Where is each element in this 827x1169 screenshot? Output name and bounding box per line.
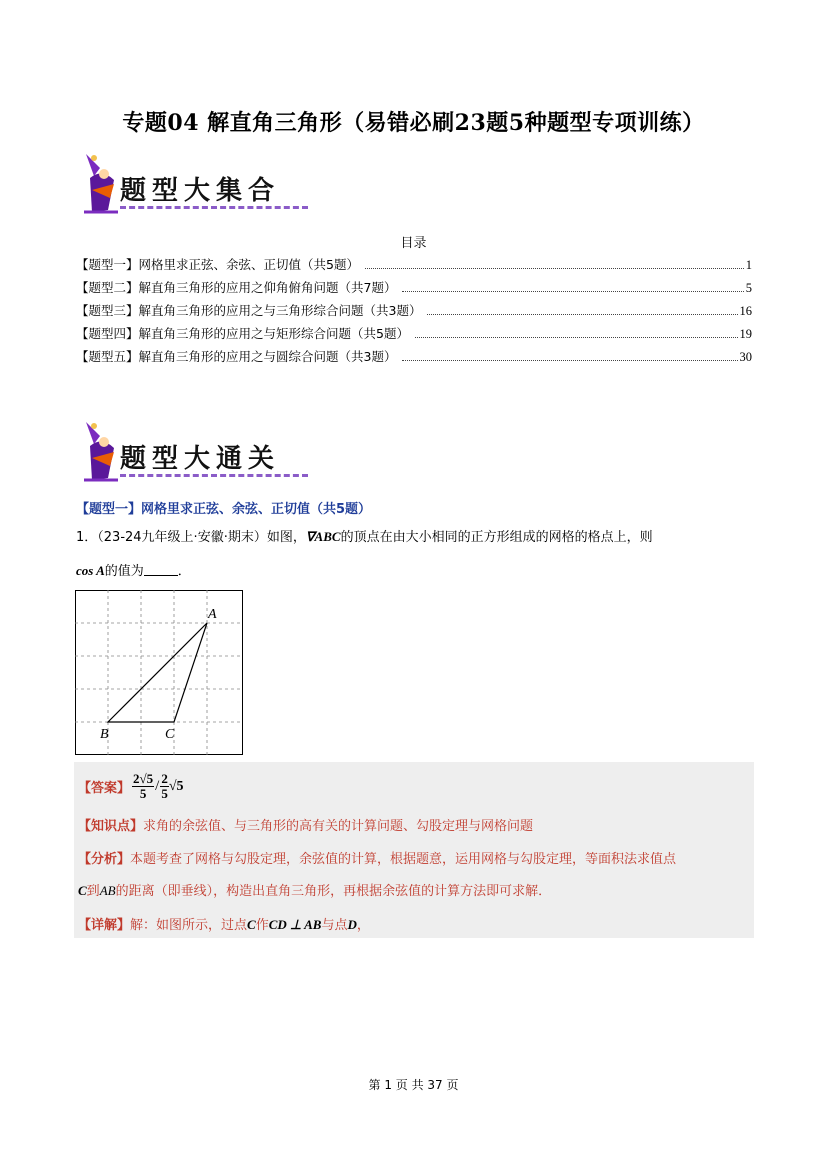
toc-item[interactable] bbox=[76, 276, 752, 296]
section-banner-collection bbox=[80, 150, 310, 220]
question-text: 1．（23-24九年级上·安徽·期末）如图，∇ABC的顶点在由大小相同的正方形组成的网格的格点上，则 bbox=[76, 529, 653, 545]
grid-figure bbox=[75, 590, 243, 755]
vertex-label-a: A bbox=[208, 607, 217, 622]
section-banner-practice bbox=[80, 418, 310, 488]
vertex-label-c: C bbox=[165, 727, 175, 742]
toc-item-page: 16 bbox=[739, 304, 752, 318]
toc-item-label: 【题型三】解直角三角形的应用之与三角形综合问题（共3题） bbox=[76, 303, 422, 318]
knowledge-line: 【知识点】求角的余弦值、与三角形的高有关的计算问题、勾股定理与网格问题 bbox=[78, 819, 534, 834]
vertex-label-b: B bbox=[100, 727, 109, 742]
toc-item-label: 【题型二】解直角三角形的应用之仰角俯角问题（共7题） bbox=[76, 280, 397, 295]
toc-leader-dots bbox=[365, 268, 744, 269]
toc-leader-dots bbox=[402, 291, 743, 292]
question-text-continued: cos A的值为 ． bbox=[76, 563, 191, 579]
toc-leader-dots bbox=[402, 360, 737, 361]
toc-leader-dots bbox=[427, 314, 737, 315]
toc-item-page: 19 bbox=[739, 327, 752, 341]
toc-item[interactable] bbox=[76, 299, 752, 319]
answer-line: 【答案】 2√5 5 / 2 5 √5 bbox=[78, 771, 184, 801]
toc-item[interactable] bbox=[76, 322, 752, 342]
toc-leader-dots bbox=[415, 337, 738, 338]
section-label: 【题型一】网格里求正弦、余弦、正切值（共5题） bbox=[76, 502, 372, 517]
wizard-icon bbox=[80, 150, 122, 216]
toc-item-page: 30 bbox=[739, 350, 752, 364]
banner-underline bbox=[120, 206, 308, 209]
toc-item-label: 【题型五】解直角三角形的应用之与圆综合问题（共3题） bbox=[76, 349, 397, 364]
detail-line: 【详解】解：如图所示，过点C作CD ⊥ AB与点D， bbox=[78, 917, 370, 933]
toc-item-page: 5 bbox=[745, 281, 752, 295]
analysis-line: 【分析】本题考查了网格与勾股定理，余弦值的计算，根据题意，运用网格与勾股定理，等面积法求值点 bbox=[78, 852, 677, 867]
toc-item-label: 【题型四】解直角三角形的应用之与矩形综合问题（共5题） bbox=[76, 326, 409, 341]
banner-title: 题型大通关 bbox=[120, 444, 281, 474]
page-footer: 第 1 页 共 37 页 bbox=[368, 1078, 459, 1092]
toc-item-label: 【题型一】网格里求正弦、余弦、正切值（共5题） bbox=[76, 257, 359, 272]
wizard-icon bbox=[80, 418, 122, 484]
toc-item[interactable] bbox=[76, 253, 752, 273]
banner-title: 题型大集合 bbox=[120, 176, 281, 206]
answer-blank bbox=[144, 563, 178, 576]
toc-item[interactable] bbox=[76, 345, 752, 365]
toc-item-page: 1 bbox=[745, 258, 752, 272]
toc-heading: 目录 bbox=[400, 236, 427, 251]
analysis-line-2: C到AB的距离（即垂线），构造出直角三角形，再根据余弦值的计算方法即可求解． bbox=[78, 883, 552, 899]
banner-underline bbox=[120, 474, 308, 477]
page-title: 专题04 解直角三角形（易错必刷23题5种题型专项训练） bbox=[122, 110, 705, 136]
